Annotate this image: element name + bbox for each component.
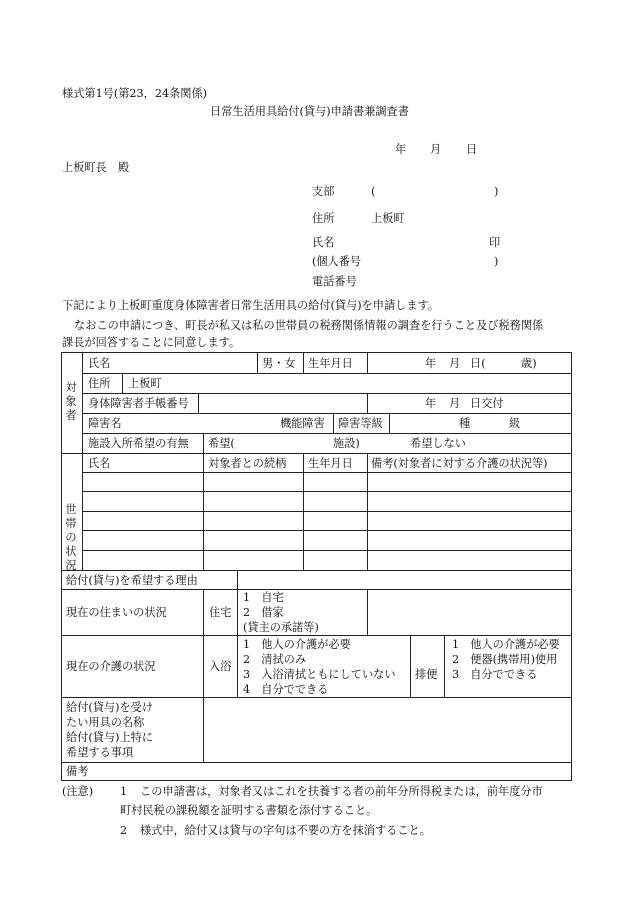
bath-option-2: 2 清拭のみ	[243, 653, 307, 666]
household-col-name: 氏名	[88, 457, 111, 470]
date-month: 月	[430, 143, 442, 156]
item-request-line4: 希望する事項	[66, 746, 134, 759]
form-number: 様式第1号(第23，24条関係)	[62, 87, 208, 100]
issue-month: 月	[449, 397, 461, 410]
subject-birth-age: 歳)	[521, 357, 537, 370]
subject-name-label: 氏名	[88, 357, 111, 370]
subject-gender: 男・女	[262, 357, 296, 370]
disability-grade-label: 障害等級	[338, 417, 383, 430]
housing-option-2: 2 借家	[243, 606, 284, 619]
facility-hope: 希望(	[208, 437, 235, 450]
housing-option-1: 1 自宅	[243, 591, 284, 604]
notes-label: (注意)	[62, 785, 94, 798]
remarks-label: 備考	[66, 765, 89, 778]
subject-section-label: 対象者	[65, 381, 77, 422]
disability-grade: 級	[509, 417, 521, 430]
note2-text: 様式中，給付又は貸与の字句は不要の方を抹消すること。	[140, 824, 431, 837]
household-section-label: 世帯の状況	[65, 503, 77, 572]
facility-close: 施設)	[333, 437, 360, 450]
note1-line2: 町村民税の課税額を証明する書類を添付すること。	[120, 804, 378, 817]
address-value: 上板町	[371, 212, 405, 225]
note1-line1: この申請書は，対象者又はこれを扶養する者の前年分所得税または，前年度分市	[140, 785, 543, 798]
address-label: 住所	[312, 212, 335, 225]
issue-day: 日交付	[470, 397, 504, 410]
handbook-number-label: 身体障害者手帳番号	[88, 397, 189, 410]
item-request-line3: 給付(貸与)上特に	[66, 731, 154, 744]
facility-none: 希望しない	[410, 437, 466, 450]
bath-option-4: 4 自分でできる	[243, 683, 329, 696]
subject-birth-label: 生年月日	[308, 357, 353, 370]
household-col-remarks: 備考(対象者に対する介護の状況等)	[371, 457, 548, 470]
page-title: 日常生活用具給付(貸与)申請書兼調査書	[210, 105, 409, 118]
excretion-option-3: 3 自分でできる	[452, 668, 538, 681]
branch-open: (	[371, 185, 376, 198]
subject-birth-day: 日(	[470, 357, 486, 370]
excretion-label: 排便	[415, 668, 438, 681]
subject-birth-year: 年	[425, 357, 437, 370]
date-day: 日	[466, 143, 478, 156]
date-year: 年	[395, 143, 407, 156]
subject-birth-month: 月	[449, 357, 461, 370]
statement-line1: 下記により上板町重度身体障害者日常生活用具の給付(貸与)を申請します。	[62, 299, 440, 312]
subject-address-label: 住所	[88, 377, 111, 390]
excretion-option-1: 1 他人の介護が必要	[452, 638, 560, 651]
branch-close: )	[494, 185, 499, 198]
seal-mark: 印	[489, 236, 501, 249]
household-col-relation: 対象者との続柄	[208, 457, 287, 470]
bath-label: 入浴	[209, 660, 232, 673]
bath-option-3: 3 入浴清拭ともにしていない	[243, 668, 396, 681]
disability-kind: 種	[459, 417, 471, 430]
mynumber-label: (個人番号	[312, 255, 362, 268]
branch-label: 支部	[312, 185, 335, 198]
name-label: 氏名	[312, 236, 335, 249]
subject-address-value: 上板町	[128, 377, 162, 390]
housing-sub-label: 住宅	[209, 606, 232, 619]
care-label: 現在の介護の状況	[66, 660, 156, 673]
function-disability: 機能障害	[280, 417, 325, 430]
note2-number: 2	[120, 824, 128, 837]
item-request-line2: たい用具の名称	[66, 716, 145, 729]
bath-option-1: 1 他人の介護が必要	[243, 638, 351, 651]
housing-option-3: (貸主の承諾等)	[243, 621, 319, 634]
facility-label: 施設入所希望の有無	[88, 437, 189, 450]
issue-year: 年	[425, 397, 437, 410]
household-col-birth: 生年月日	[308, 457, 353, 470]
addressee: 上板町長 殿	[62, 161, 130, 174]
reason-label: 給付(貸与)を希望する理由	[66, 574, 198, 587]
note1-number: 1	[120, 785, 128, 798]
disability-name-label: 障害名	[88, 417, 122, 430]
housing-label: 現在の住まいの状況	[66, 606, 167, 619]
mynumber-close: )	[494, 255, 499, 268]
item-request-line1: 給付(貸与)を受け	[66, 701, 154, 714]
phone-label: 電話番号	[312, 275, 357, 288]
statement-line2: なおこの申請につき、町長が私又は私の世帯員の税務関係情報の調査を行うこと及び税務関係	[74, 319, 544, 332]
excretion-option-2: 2 便器(携帯用)使用	[452, 653, 558, 666]
statement-line3: 課長が回答することに同意します。	[62, 336, 241, 349]
